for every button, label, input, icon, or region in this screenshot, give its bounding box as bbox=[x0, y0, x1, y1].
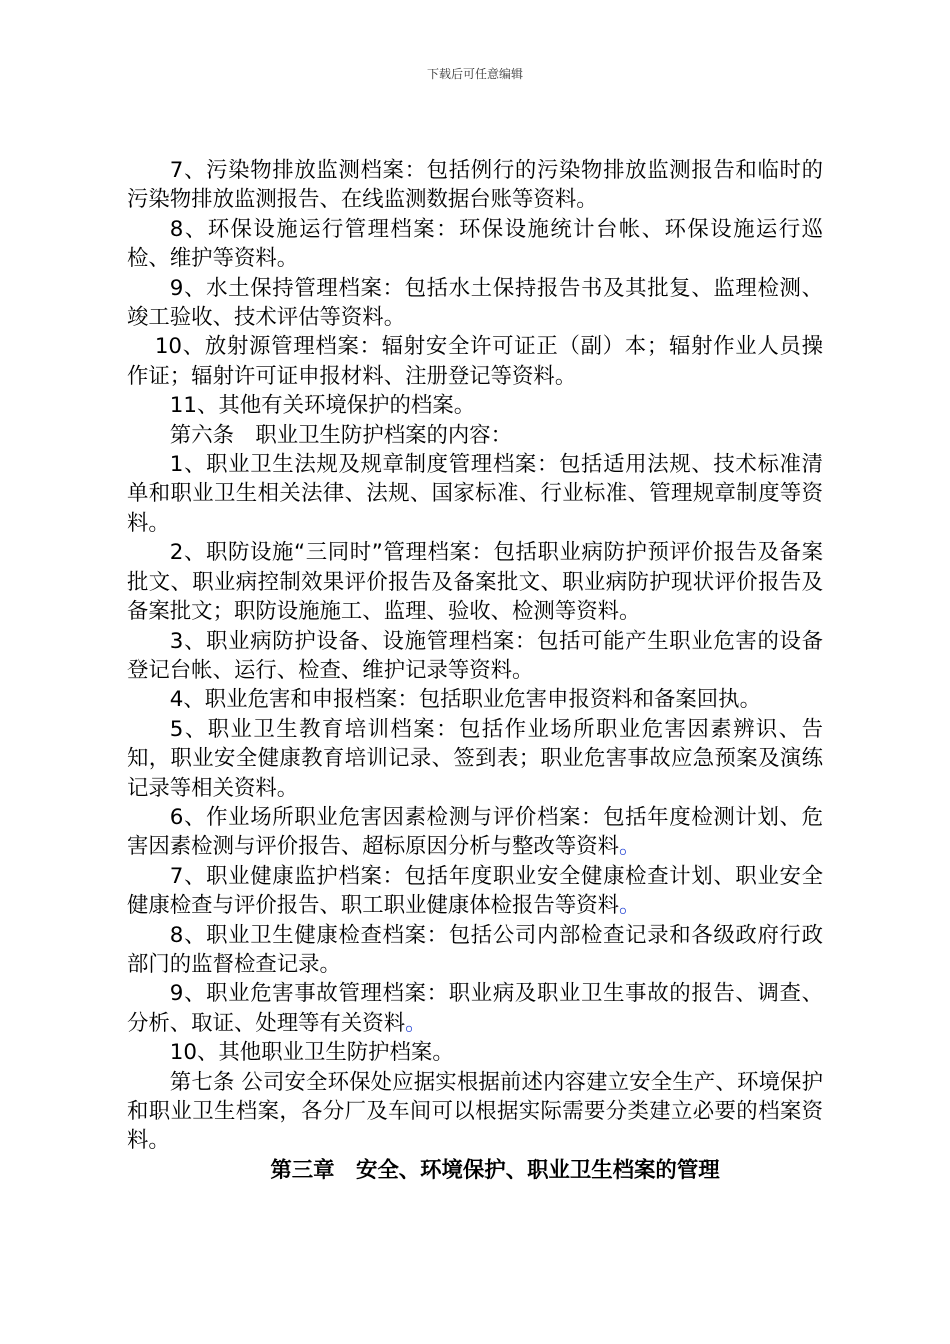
paragraph-hazard-detection: 6、作业场所职业危害因素检测与评价档案：包括年度检测计划、危害因素检测与评价报告、超标原因分析与整改等资料。 bbox=[127, 804, 823, 860]
paragraph-health-monitoring: 7、职业健康监护档案：包括年度职业安全健康检查计划、职业安全健康检查与评价报告、职工职业健康体检报告等资料。 bbox=[127, 863, 823, 919]
paragraph-hazard-declaration: 4、职业危害和申报档案：包括职业危害申报资料和备案回执。 bbox=[169, 687, 761, 713]
chapter-title: 第三章 安全、环境保护、职业卫生档案的管理 bbox=[270, 1157, 720, 1183]
paragraph-soil-water-conservation: 9、水土保持管理档案：包括水土保持报告书及其批复、监理检测、竣工验收、技术评估等资料。 bbox=[127, 275, 823, 331]
article-six-heading: 第六条 职业卫生防护档案的内容： bbox=[169, 422, 513, 448]
paragraph-pollutant-monitoring: 7、污染物排放监测档案：包括例行的污染物排放监测报告和临时的污染物排放监测报告、在线监测数据台账等资料。 bbox=[127, 158, 823, 213]
paragraph-training: 5、职业卫生教育培训档案：包括作业场所职业危害因素辨识、告知，职业安全健康教育培训记录、签到表；职业危害事故应急预案及演练记录等相关资料。 bbox=[127, 716, 823, 801]
document-body bbox=[127, 156, 823, 1185]
article-seven: 第七条 公司安全环保处应据实根据前述内容建立安全生产、环境保护和职业卫生档案，各分厂及车间可以根据实际需要分类建立必要的档案资料。 bbox=[127, 1069, 823, 1154]
paragraph-regulations: 1、职业卫生法规及规章制度管理档案：包括适用法规、技术标准清单和职业卫生相关法律、法规、国家标准、行业标准、管理规章制度等资料。 bbox=[127, 452, 823, 536]
period-mark: 。 bbox=[619, 893, 641, 919]
paragraph-three-simultaneous: 2、职防设施“三同时”管理档案：包括职业病防护预评价报告及备案批文、职业病控制效果评价报告及备案批文、职业病防护现状评价报告及备案批文；职防设施施工、监理、验收、检测等资料。 bbox=[127, 540, 823, 625]
paragraph-radiation-source: 10、放射源管理档案：辐射安全许可证正（副）本；辐射作业人员操作证；辐射许可证申报材料、注册登记等资料。 bbox=[127, 334, 823, 389]
paragraph-protective-equipment: 3、职业病防护设备、设施管理档案：包括可能产生职业危害的设备登记台帐、运行、检查、维护记录等资料。 bbox=[127, 628, 823, 683]
paragraph-other-env: 11、其他有关环境保护的档案。 bbox=[169, 393, 476, 419]
page-header: 下载后可任意编辑 bbox=[426, 67, 523, 81]
paragraph-env-facility-operation: 8、环保设施运行管理档案：环保设施统计台帐、环保设施运行巡检、维护等资料。 bbox=[127, 216, 823, 272]
paragraph-other-occupational: 10、其他职业卫生防护档案。 bbox=[169, 1040, 454, 1066]
period-mark: 。 bbox=[405, 1010, 427, 1036]
period-mark: 。 bbox=[619, 834, 641, 860]
paragraph-health-inspection: 8、职业卫生健康检查档案：包括公司内部检查记录和各级政府行政部门的监督检查记录。 bbox=[127, 922, 823, 977]
paragraph-accident-management: 9、职业危害事故管理档案：职业病及职业卫生事故的报告、调查、分析、取证、处理等有关资料。 bbox=[127, 981, 823, 1036]
